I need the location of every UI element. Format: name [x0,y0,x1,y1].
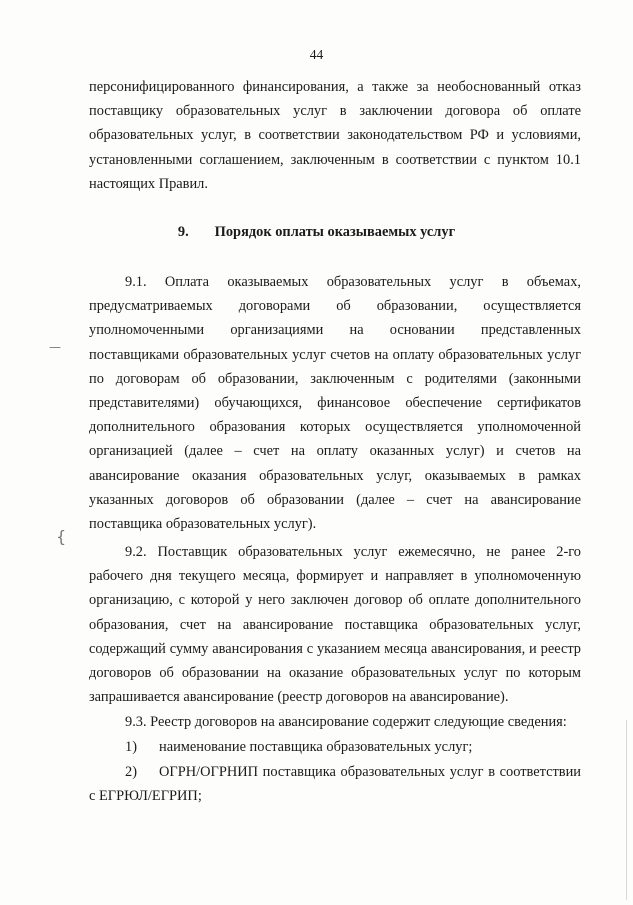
paragraph-9-1 [89,270,581,536]
paragraph-9-2-text: 9.2. Поставщик образовательных услуг ежемесячно, не ранее 2-го рабочего дня текущего месяца, формирует и направляет в уполномоченную организацию, с которой у него заключен договор об оплате дополнительного образования, счет на авансирование поставщика образовательных услуг, содержащий сумму авансирования с указанием месяца авансирования, и реестр договоров об образовании на оказание образовательных услуг по которым запрашивается авансирование (реестр договоров на авансирование). [89,544,581,706]
section-title: Порядок оплаты оказываемых услуг [214,224,456,240]
section-number: 9. [177,224,189,240]
paragraph-9-3 [89,710,581,734]
intro-paragraph [89,75,581,196]
paragraph-9-2 [89,540,581,709]
list-item [89,760,581,808]
page-number: 44 [309,47,324,62]
margin-dash-mark: — [49,340,61,354]
list-item-text: ОГРН/ОГРНИП поставщика образовательных услуг в соответствии с ЕГРЮЛ/ЕГРИП; [89,764,581,805]
list-item-marker: 1) [125,739,137,755]
scan-edge-line [626,720,627,900]
section-heading [0,224,633,241]
paragraph-9-3-text: 9.3. Реестр договоров на авансирование содержит следующие сведения: [125,714,567,730]
paragraph-9-1-text: 9.1. Оплата оказываемых образовательных услуг в объемах, предусматриваемых договорами об образовании, осуществляется уполномоченными организациями на основании представленных поставщиками образовательных услуг счетов на оплату образовательных услуг по договорам об образовании, заключенным с родителями (законными представителями) обучающихся, финансовое обеспечение сертификатов дополнительного образования которых осуществляется уполномоченной организацией (далее – счет на оплату оказанных услуг) и счетов на авансирование оказания образовательных услуг, оказываемых в рамках указанных договоров об образовании (далее – счет на авансирование поставщика образовательных услуг). [89,274,581,533]
margin-bracket-mark: { [56,527,67,546]
intro-text: персонифицированного финансирования, а также за необоснованный отказ поставщику образовательных услуг в заключении договора об оплате образовательных услуг, в соответствии законодательством РФ и условиями, установленными соглашением, заключенным в соответствии с пунктом 10.1 настоящих Правил. [89,79,581,192]
list-item-marker: 2) [125,764,137,780]
list-item [89,735,581,759]
list-item-text: наименование поставщика образовательных услуг; [159,739,473,755]
